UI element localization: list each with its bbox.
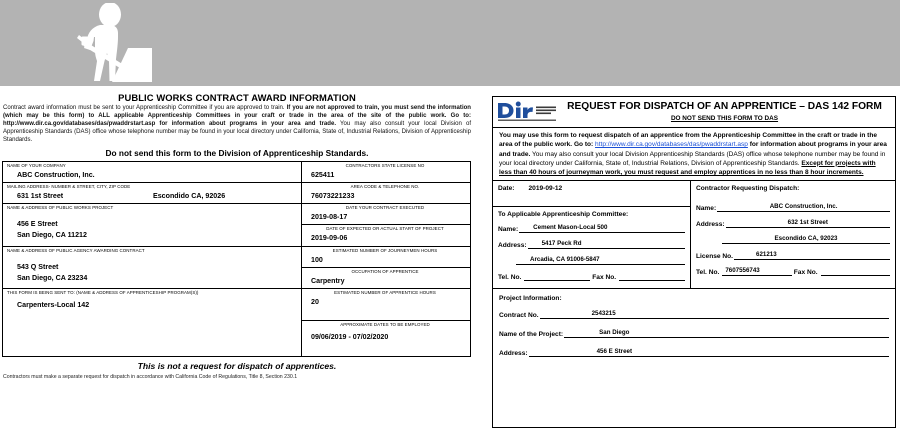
value-mailing-street: 631 1st Street (17, 191, 64, 200)
contractor-address-value-2: Escondido CA, 92023 (774, 235, 838, 243)
value-telephone: 76073221233 (311, 191, 355, 200)
caption-mailing-address: MAILING ADDRESS- NUMBER & STREET, CITY, ZIP CODE (7, 183, 131, 189)
cell-license-no (302, 161, 471, 182)
contractor-license-field[interactable] (696, 251, 890, 260)
project-contract-no-value: 2543215 (591, 310, 616, 318)
construction-worker-icon (48, 3, 166, 85)
cell-dates-employed (302, 320, 471, 356)
left-form-footnote: Contractors must make a separate request for dispatch in accordance with California Code of Regulations, Title 8, Section 230.1 (3, 374, 298, 381)
table-row (3, 246, 471, 267)
left-form-title: PUBLIC WORKS CONTRACT AWARD INFORMATION (118, 92, 356, 103)
contractor-address-value: 632 1st Street (787, 219, 828, 227)
committee-column (493, 181, 691, 288)
contractor-name-value: ABC Construction, Inc. (769, 203, 838, 211)
contractor-fax-line[interactable] (821, 267, 890, 276)
contractor-box (691, 181, 895, 283)
contractor-fax-label: Fax No. (793, 269, 818, 277)
left-form-intro (3, 105, 471, 145)
project-address-field[interactable] (499, 348, 889, 357)
contractor-tel-fax-row[interactable] (696, 267, 890, 276)
dir-logo (497, 101, 557, 123)
value-agency-street: 543 Q Street (17, 262, 59, 271)
rf-intro-bold-1: You may use this form to request dispatch of an apprentice from the Apprenticeship Committee in the craft or trade in the area of the public work. Go to: (499, 132, 877, 149)
value-occupation: Carpentry (311, 276, 345, 285)
contractor-license-line[interactable] (734, 251, 890, 260)
committee-header: To Applicable Apprenticeship Committee: (498, 211, 629, 219)
committee-address-value: 5417 Peck Rd (541, 240, 582, 248)
cell-apprenticeship-program (3, 289, 302, 357)
caption-apprentice-hours: ESTIMATED NUMBER OF APPRENTICE HOURS (334, 290, 436, 296)
project-name-label: Name of the Project: (499, 331, 564, 339)
date-label: Date: (498, 185, 515, 193)
contractor-header: Contractor Requesting Dispatch: (696, 185, 800, 193)
intro-part-2: You may also consult your local Division of Apprenticeship Standards (DAS) office whose telephone number may be found in your local directory under California, State of, Industrial Relations, Division of Apprenticeship Standards. (3, 121, 472, 144)
cell-journeymen-hours (302, 246, 471, 267)
project-header: Project Information: (499, 295, 562, 303)
committee-address-value-2: Arcadia, CA 91006-5847 (530, 256, 600, 264)
cell-company-name (3, 161, 302, 182)
contract-award-table (2, 161, 471, 357)
cell-apprentice-hours (302, 289, 471, 321)
value-dates-employed: 09/06/2019 - 07/02/2020 (311, 332, 389, 341)
project-name-value: San Diego (599, 329, 630, 337)
contractor-name-field[interactable] (696, 203, 890, 212)
project-address-line[interactable] (529, 348, 889, 357)
value-contract-executed-date: 2019-08-17 (311, 213, 348, 222)
date-block (493, 181, 690, 207)
caption-project-address: NAME & ADDRESS OF PUBLIC WORKS PROJECT (7, 205, 114, 211)
committee-address-field-2[interactable] (498, 256, 685, 265)
intro-part-1: Contract award information must be sent to your Apprenticeship Committee if you are approved to train. (3, 105, 287, 112)
value-project-street: 456 E Street (17, 220, 58, 229)
rf-intro-plain: You may also consult your local Division Apprenticeship Standards (DAS) office whose telephone number may be found in your local directory under California, State of, Industrial Relations, Division of Apprenticeship Standards. (499, 150, 886, 167)
contractor-column (691, 181, 895, 288)
committee-tel-line[interactable] (524, 272, 590, 281)
caption-journeymen-hours: ESTIMATED NUMBER OF JOURNEYMEN HOURS (332, 247, 438, 253)
value-apprentice-hours: 20 (311, 297, 319, 306)
right-form-intro (493, 128, 895, 181)
value-mailing-address (3, 190, 301, 203)
cell-telephone (302, 182, 471, 203)
cell-mailing-address (3, 182, 302, 203)
table-row (3, 161, 471, 182)
committee-fax-label: Fax No. (592, 274, 617, 282)
committee-address-label: Address: (498, 242, 527, 250)
right-form-subtitle: DO NOT SEND THIS FORM TO DAS (670, 114, 779, 122)
caption-license-no: CONTRACTORS STATE LICENSE NO (345, 162, 425, 168)
contractor-address-line-2[interactable] (722, 235, 890, 244)
value-apprenticeship-program: Carpenters-Local 142 (17, 300, 90, 309)
contractor-name-line[interactable] (717, 203, 890, 212)
table-row (3, 204, 471, 225)
value-journeymen-hours: 100 (311, 255, 323, 264)
cell-occupation (302, 267, 471, 288)
project-information-box (493, 289, 895, 373)
caption-contract-executed-date: DATE YOUR CONTRACT EXECUTED (345, 205, 425, 211)
table-row (3, 289, 471, 321)
rf-intro-bold-2: for information about programs in your area and trade. (499, 141, 887, 158)
committee-fax-line[interactable] (619, 272, 685, 281)
caption-occupation: OCCUPATION OF APPRENTICE (351, 268, 419, 274)
date-value[interactable]: 2019-09-12 (528, 185, 563, 193)
contractor-address-field[interactable] (696, 219, 890, 228)
project-contract-no-field[interactable] (499, 310, 889, 319)
caption-apprenticeship-program: THIS FORM IS BEING SENT TO: (NAME & ADDRESS OF APPRENTICESHIP PROGRAM(S)) (7, 290, 199, 296)
project-contract-no-line[interactable] (540, 310, 889, 319)
rf-intro-underline: Except for projects with less than 40 hours of journeyman work, you must request and employ apprentices in no less than 8 hour increments. (499, 159, 876, 177)
cell-agency-address (3, 246, 302, 288)
header-banner (0, 0, 900, 86)
contractor-address-line[interactable] (726, 219, 890, 228)
committee-address-line-2[interactable] (516, 256, 685, 265)
cell-contract-executed-date (302, 204, 471, 225)
cell-project-start-date (302, 225, 471, 246)
project-address-value: 456 E Street (596, 348, 633, 356)
contractor-name-label: Name: (696, 205, 717, 213)
left-form-footer: This is not a request for dispatch of apprentices. (137, 361, 337, 372)
committee-name-value: Cement Mason-Local 500 (533, 224, 608, 232)
contractor-address-label: Address: (696, 221, 725, 229)
right-form-header-text (557, 101, 892, 121)
contractor-address-field-2[interactable] (696, 235, 890, 244)
caption-telephone: AREA CODE & TELEPHONE NO. (350, 183, 420, 189)
dir-database-link[interactable]: http://www.dir.ca.gov/databases/das/pwaddrstart.asp (595, 141, 748, 149)
contractor-tel-line[interactable] (722, 267, 791, 276)
project-contract-no-label: Contract No. (499, 312, 539, 320)
value-license-no: 625411 (311, 170, 335, 179)
contractor-tel-label: Tel. No. (696, 269, 720, 277)
committee-name-line[interactable] (519, 224, 685, 233)
contractor-tel-value: 7607556743 (725, 267, 760, 275)
project-address-label: Address: (499, 350, 528, 358)
committee-address-line[interactable] (528, 240, 685, 249)
right-form-columns (493, 181, 895, 289)
value-project-start-date: 2019-09-06 (311, 234, 348, 243)
left-form-subtitle: Do not send this form to the Division of Apprenticeship Standards. (105, 147, 369, 158)
caption-project-start-date: DATE OF EXPECTED OR ACTUAL START OF PROJECT (326, 226, 444, 232)
contractor-license-value: 621213 (756, 251, 777, 259)
public-works-contract-award-form (0, 88, 474, 428)
committee-address-field[interactable] (498, 240, 685, 249)
committee-tel-fax-row[interactable] (498, 272, 685, 281)
caption-dates-employed: APPROXIMATE DATES TO BE EMPLOYED (340, 321, 430, 327)
value-mailing-city: Escondido CA, 92026 (153, 191, 226, 200)
caption-company-name: NAME OF YOUR COMPANY (7, 162, 66, 168)
committee-box (493, 207, 690, 288)
contractor-license-label: License No. (696, 253, 734, 261)
right-form-title: REQUEST FOR DISPATCH OF AN APPRENTICE – DAS 142 FORM (567, 101, 882, 113)
value-agency-city: San Diego, CA 23234 (17, 273, 88, 282)
dir-logo-icon (497, 101, 557, 123)
das-142-dispatch-request-form (492, 96, 896, 428)
cell-project-address (3, 204, 302, 246)
caption-agency-address: NAME & ADDRESS OF PUBLIC AGENCY AWARDING CONTRACT (7, 247, 145, 253)
intro-part-bold: If you are not approved to train, you must send the information (which may be this form) to ALL applicable Apprenticeship Committees in your craft or trade in the area of the site of the public work. Go to: http://www.dir.ca.gov/databases/das/pwaddrstart.asp for information about programs in your area and trade. (3, 105, 472, 128)
value-project-city: San Diego, CA 11212 (17, 231, 87, 240)
project-name-field[interactable] (499, 329, 889, 338)
committee-name-label: Name: (498, 226, 519, 234)
table-row (3, 182, 471, 203)
committee-name-field[interactable] (498, 224, 685, 233)
project-name-line[interactable] (564, 329, 889, 338)
right-form-header (493, 97, 895, 128)
value-company-name: ABC Construction, Inc. (17, 170, 95, 179)
committee-tel-label: Tel. No. (498, 274, 522, 282)
